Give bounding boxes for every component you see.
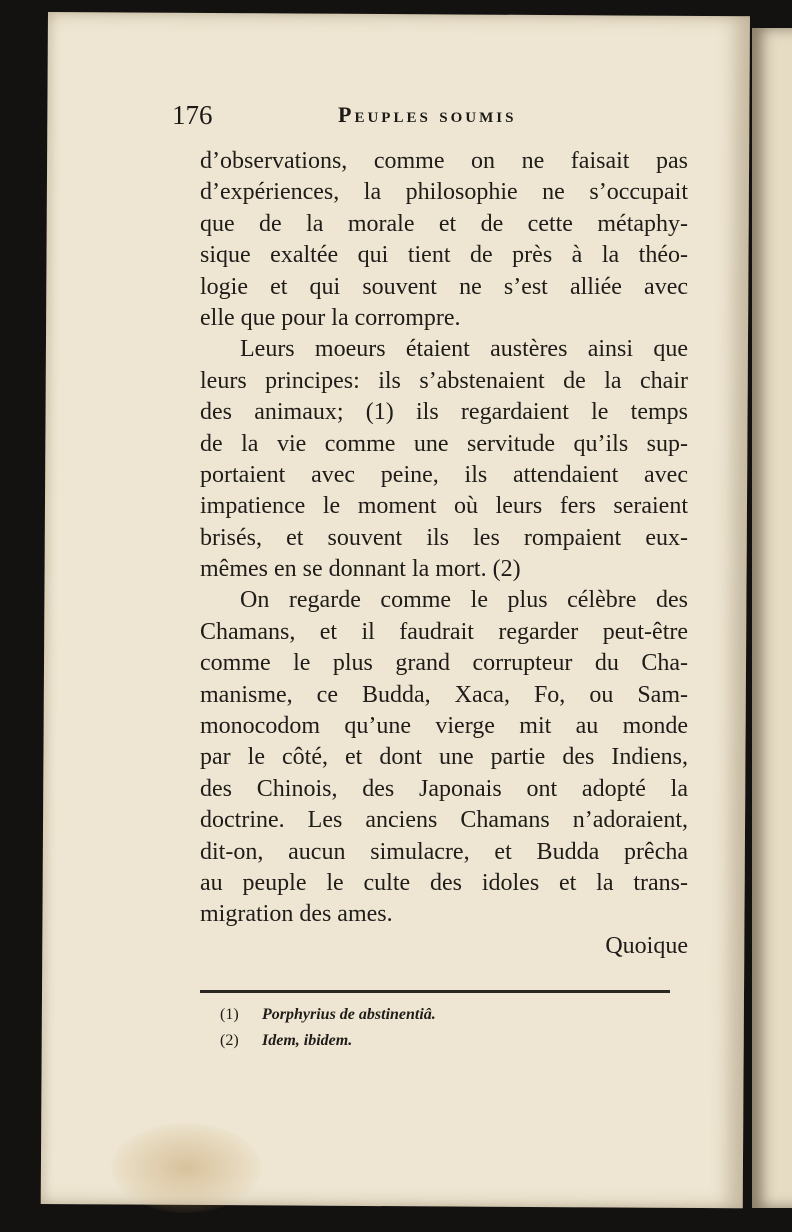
text-line: comme le plus grand corrupteur du Cha- (200, 650, 688, 677)
footnote-text: Idem, ibidem. (262, 1032, 353, 1049)
text-line: dit-on, aucun simulacre, et Budda prêcha (200, 838, 688, 865)
text-line: des animaux; (1) ils regardaient le temps (200, 399, 688, 426)
body-text (200, 146, 688, 962)
text-line: que de la morale et de cette métaphy- (200, 210, 688, 237)
page-number: 176 (172, 100, 213, 130)
text-line: impatience le moment où leurs fers seraient (200, 493, 688, 520)
text-line: elle que pour la corrompre. (200, 304, 461, 331)
text-line: migration des ames. (200, 901, 393, 928)
text-line: d’observations, comme on ne faisait pas (200, 148, 688, 174)
text-line: sique exaltée qui tient de près à la théo- (200, 242, 688, 269)
text-line: monocodom qu’une vierge mit au monde (200, 713, 688, 740)
text-line: logie et qui souvent ne s’est alliée avec (200, 273, 688, 300)
footnote-mark: (2) (220, 1032, 239, 1049)
text-line: mêmes en se donnant la mort. (2) (200, 556, 521, 583)
text-line: d’expériences, la philosophie ne s’occupait (200, 179, 688, 206)
footnote (220, 1002, 660, 1028)
facing-page-edge (752, 28, 792, 1208)
text-line: au peuple le culte des idoles et la trans- (200, 869, 688, 896)
footnotes (220, 1002, 660, 1054)
running-title: Peuples soumis (338, 102, 517, 127)
text-line: manisme, ce Budda, Xaca, Fo, ou Sam- (200, 681, 688, 708)
text-line: Chamans, et il faudrait regarder peut-être (200, 618, 688, 645)
running-head (172, 100, 692, 140)
footnote (220, 1028, 660, 1054)
text-line: doctrine. Les anciens Chamans n’adoraient, (200, 807, 688, 834)
footnote-mark: (1) (220, 1006, 239, 1023)
text-line: leurs principes: ils s’abstenaient de la chair (200, 367, 688, 394)
text-line: On regarde comme le plus célèbre des (240, 587, 688, 614)
text-line: brisés, et souvent ils les rompaient eux- (200, 524, 688, 551)
footnote-text: Porphyrius de abstinentiâ. (262, 1006, 436, 1023)
text-line: Leurs moeurs étaient austères ainsi que (240, 336, 688, 363)
text-line: des Chinois, des Japonais ont adopté la (200, 775, 688, 802)
catchword: Quoique (605, 932, 688, 959)
paper-stain (111, 1122, 262, 1213)
text-line: portaient avec peine, ils attendaient avec (200, 461, 688, 488)
text-line: de la vie comme une servitude qu’ils sup- (200, 430, 688, 457)
footnote-rule (200, 990, 670, 993)
text-line: par le côté, et dont une partie des Indiens, (200, 744, 688, 771)
